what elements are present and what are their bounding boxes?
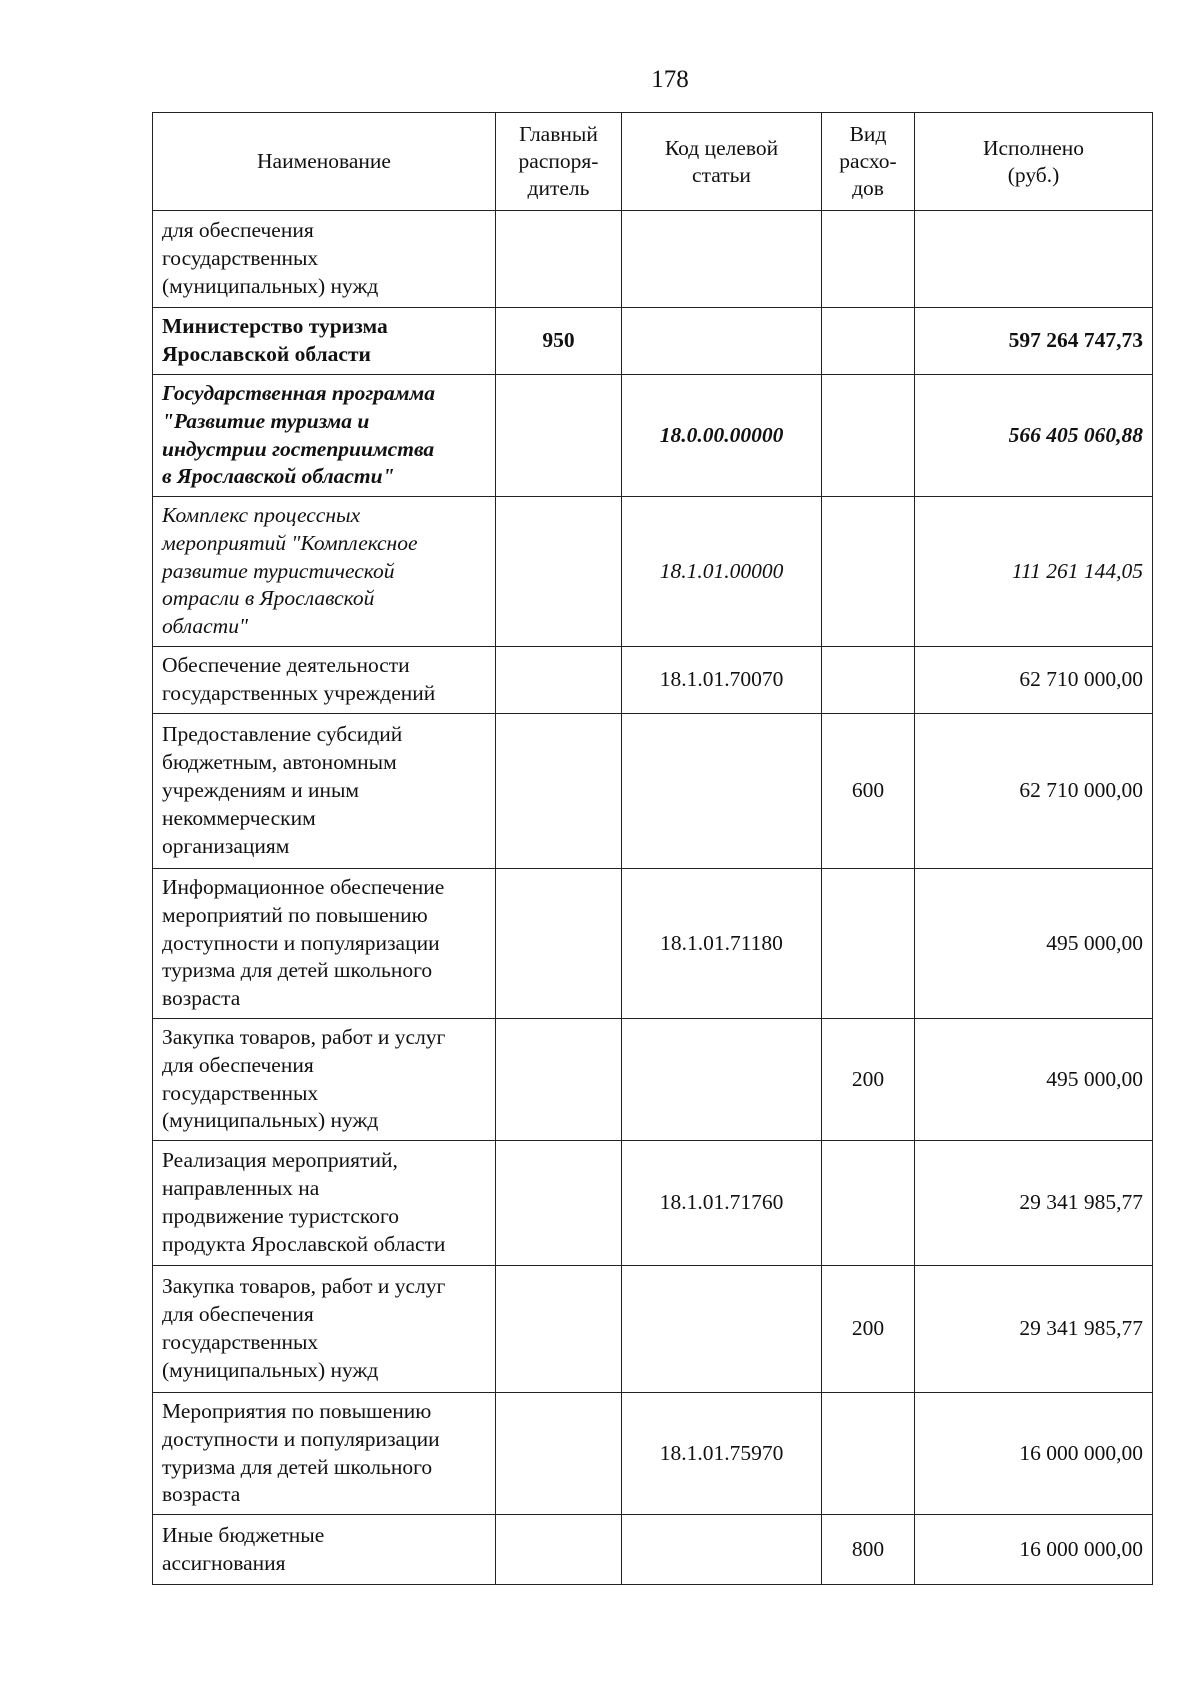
table-body (153, 211, 1153, 1585)
table-row (153, 1141, 1153, 1266)
table-row (153, 714, 1153, 869)
row-name-line: государственных учреждений (162, 681, 436, 705)
row-amount-cell: 16 000 000,00 (915, 1515, 1153, 1585)
row-name-line: Государственная программа (162, 380, 435, 405)
row-manager-cell: 950 (496, 308, 622, 375)
row-name-cell (153, 1393, 496, 1515)
table-row (153, 1266, 1153, 1393)
row-name-line: Информационное обеспечение (162, 874, 445, 899)
row-name-line: Комплекс процессных (162, 502, 361, 527)
row-type-cell: 200 (822, 1019, 915, 1141)
table-row (153, 647, 1153, 714)
row-code-cell (622, 1019, 822, 1141)
row-name-line: направленных на (162, 1176, 320, 1201)
row-name-line: продукта Ярославской области (162, 1231, 446, 1256)
row-name-line: возраста (162, 986, 241, 1011)
row-name-line: Обеспечение деятельности (162, 653, 410, 678)
row-name-cell (153, 1019, 496, 1141)
row-name-line: государственных (162, 1330, 319, 1354)
row-name-line: (муниципальных) нужд (162, 273, 379, 298)
row-name-line: для обеспечения (162, 218, 314, 243)
table-row (153, 375, 1153, 497)
row-type-cell (822, 211, 915, 308)
row-name-cell (153, 647, 496, 714)
row-name-line: туризма для детей школьного (162, 1454, 433, 1479)
row-name-cell (153, 869, 496, 1019)
row-name-line: возраста (162, 1482, 241, 1507)
row-type-cell (822, 869, 915, 1019)
row-name-cell (153, 1515, 496, 1585)
row-name-cell (153, 308, 496, 375)
row-manager-cell (496, 1393, 622, 1515)
row-name-line: индустрии гостеприимства (162, 436, 435, 461)
row-name-line: некоммерческим (162, 805, 316, 830)
row-amount-cell: 495 000,00 (915, 1019, 1153, 1141)
row-name-line: "Развитие туризма и (162, 408, 370, 433)
row-type-cell (822, 375, 915, 497)
row-name-line: ассигнования (162, 1550, 286, 1575)
row-code-cell: 18.1.01.71760 (622, 1141, 822, 1266)
row-name-line: организациям (162, 833, 290, 858)
header-name: Наименование (153, 113, 496, 211)
row-name-line: (муниципальных) нужд (162, 1357, 379, 1382)
header-executed: Исполнено (руб.) (915, 113, 1153, 211)
row-name-line: мероприятий "Комплексное (162, 530, 418, 555)
row-name-line: доступности и популяризации (162, 1426, 440, 1451)
row-name-line: Министерство туризма (162, 314, 388, 339)
row-code-cell (622, 714, 822, 869)
row-name-line: Мероприятия по повышению (162, 1398, 432, 1423)
row-name-line: бюджетным, автономным (162, 750, 397, 775)
row-name-line: Закупка товаров, работ и услуг (162, 1274, 446, 1299)
row-type-cell (822, 308, 915, 375)
row-code-cell (622, 211, 822, 308)
row-name-line: развитие туристической (162, 558, 395, 583)
row-manager-cell (496, 1266, 622, 1393)
row-amount-cell (915, 211, 1153, 308)
row-name-line: туризма для детей школьного (162, 958, 433, 983)
row-name-line: продвижение туристского (162, 1204, 400, 1228)
table-row (153, 1393, 1153, 1515)
row-name-line: отрасли в Ярославской (162, 586, 375, 611)
row-name-line: Иные бюджетные (162, 1522, 325, 1547)
row-type-cell (822, 1141, 915, 1266)
row-name-cell (153, 1266, 496, 1393)
row-name-line: государственных (162, 1080, 319, 1105)
row-name-line: мероприятий по повышению (162, 902, 428, 927)
row-code-cell: 18.1.01.70070 (622, 647, 822, 714)
page-number: 178 (651, 66, 689, 93)
row-manager-cell (496, 869, 622, 1019)
row-type-cell: 800 (822, 1515, 915, 1585)
table-row (153, 497, 1153, 647)
row-name-line: государственных (162, 246, 319, 271)
row-name-line: для обеспечения (162, 1302, 314, 1327)
row-manager-cell (496, 375, 622, 497)
table-row (153, 869, 1153, 1019)
row-manager-cell (496, 1141, 622, 1266)
row-code-cell (622, 1266, 822, 1393)
row-manager-cell (496, 1019, 622, 1141)
row-amount-cell: 29 341 985,77 (915, 1266, 1153, 1393)
row-manager-cell (496, 647, 622, 714)
row-name-line: Закупка товаров, работ и услуг (162, 1024, 446, 1049)
row-name-line: доступности и популяризации (162, 930, 440, 955)
row-amount-cell: 495 000,00 (915, 869, 1153, 1019)
row-code-cell: 18.1.01.71180 (622, 869, 822, 1019)
row-manager-cell (496, 1515, 622, 1585)
row-type-cell (822, 647, 915, 714)
row-amount-cell: 62 710 000,00 (915, 714, 1153, 869)
row-name-line: Реализация мероприятий, (162, 1148, 398, 1173)
row-code-cell: 18.1.01.75970 (622, 1393, 822, 1515)
row-name-line: (муниципальных) нужд (162, 1108, 379, 1133)
row-manager-cell (496, 714, 622, 869)
row-amount-cell: 566 405 060,88 (915, 375, 1153, 497)
header-manager: Главный распоря- дитель (496, 113, 622, 211)
row-name-line: в Ярославской области" (162, 464, 395, 489)
row-type-cell: 200 (822, 1266, 915, 1393)
row-amount-cell: 597 264 747,73 (915, 308, 1153, 375)
row-type-cell (822, 497, 915, 647)
table-row (153, 1515, 1153, 1585)
row-code-cell (622, 1515, 822, 1585)
header-row (153, 113, 1153, 211)
row-name-cell (153, 1141, 496, 1266)
budget-table (152, 112, 1153, 1585)
table-row (153, 211, 1153, 308)
row-amount-cell: 111 261 144,05 (915, 497, 1153, 647)
table-row (153, 1019, 1153, 1141)
row-name-cell (153, 375, 496, 497)
header-code: Код целевой статьи (622, 113, 822, 211)
row-name-line: для обеспечения (162, 1052, 314, 1077)
row-manager-cell (496, 497, 622, 647)
row-code-cell: 18.0.00.00000 (622, 375, 822, 497)
row-name-line: учреждениям и иным (162, 778, 360, 803)
row-name-line: области" (162, 614, 248, 639)
row-type-cell (822, 1393, 915, 1515)
row-amount-cell: 29 341 985,77 (915, 1141, 1153, 1266)
row-amount-cell: 16 000 000,00 (915, 1393, 1153, 1515)
row-name-line: Предоставление субсидий (162, 722, 403, 747)
row-name-cell (153, 497, 496, 647)
header-type: Вид расхо- дов (822, 113, 915, 211)
row-code-cell (622, 308, 822, 375)
row-name-line: Ярославской области (162, 342, 371, 366)
row-name-cell (153, 714, 496, 869)
row-type-cell: 600 (822, 714, 915, 869)
row-code-cell: 18.1.01.00000 (622, 497, 822, 647)
row-amount-cell: 62 710 000,00 (915, 647, 1153, 714)
row-name-cell (153, 211, 496, 308)
row-manager-cell (496, 211, 622, 308)
table-row (153, 308, 1153, 375)
